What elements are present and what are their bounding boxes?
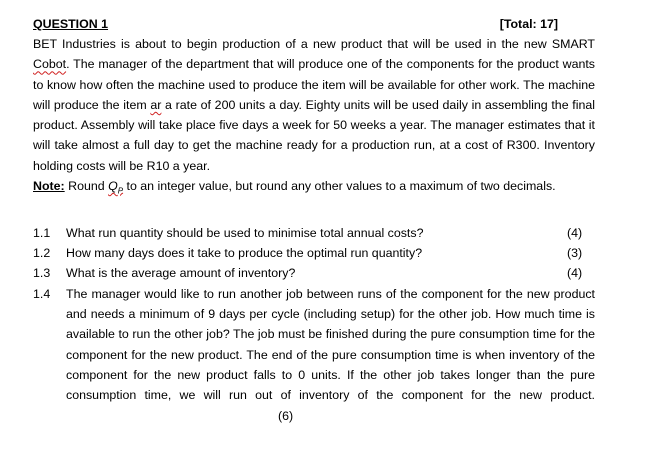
question-text: What run quantity should be used to minimise total annual costs?	[66, 225, 424, 240]
question-number: 1.4	[33, 286, 51, 301]
question-list	[33, 223, 595, 426]
note-q-sub: P	[117, 186, 124, 196]
question-item	[33, 223, 595, 243]
intro-part3: a rate of 200 units a day. Eighty units will be used daily in assembling the final product. Assembly will take place five days a week for 50 weeks a year. The manager estimates that it will take almost a full day to get the machine ready for a production run, at a cost of R300. Inventory holding costs will be R10 a year.	[33, 97, 595, 173]
note-line	[33, 176, 595, 202]
intro-ar: ar	[150, 97, 162, 112]
question-item	[33, 243, 595, 263]
question-text: The manager would like to run another job between runs of the component for the new product and needs a minimum of 9 days per cycle (including setup) for the other job. How much time is available to run the other job? The job must be finished during the pure consumption time for the component for the new product. The end of the pure consumption time is when inventory of the component for the new product falls to 0 units. If the other job takes longer than the pure consumption time, we will run out of inventory of the component for the new product.	[66, 286, 595, 403]
question-text: What is the average amount of inventory?	[66, 266, 296, 281]
question-item	[33, 284, 595, 426]
intro-cobot: Cobot	[33, 57, 67, 72]
question-document	[33, 14, 595, 426]
question-text-block	[66, 284, 595, 426]
note-text-before: Round	[64, 179, 109, 194]
question-header	[33, 14, 595, 34]
intro-part1: BET Industries is about to begin production of a new product that will be used in the new SMART	[33, 37, 595, 51]
question-marks: (4)	[567, 225, 583, 240]
note-q-symbol	[108, 179, 124, 196]
question-marks: (6)	[278, 408, 294, 423]
question-text: How many days does it take to produce the optimal run quantity?	[66, 246, 423, 261]
note-label: Note:	[33, 179, 65, 194]
intro-part2: . The manager of the department that will produce one of the components for the product wants to know how often the machine used to produce the item will be available for other work. The machine will produce the item	[33, 57, 595, 112]
question-number: 1.2	[33, 246, 51, 261]
question-title: QUESTION 1	[33, 17, 109, 31]
question-number: 1.3	[33, 266, 51, 281]
question-item	[33, 263, 595, 283]
question-marks: (4)	[567, 266, 583, 281]
note-text-after: to an integer value, but round any other values to a maximum of two decimals.	[123, 179, 556, 194]
question-number: 1.1	[33, 225, 51, 240]
intro-paragraph	[33, 34, 595, 176]
note-q: Q	[108, 179, 118, 194]
question-total: [Total: 17]	[499, 17, 558, 31]
question-marks: (3)	[567, 246, 583, 261]
